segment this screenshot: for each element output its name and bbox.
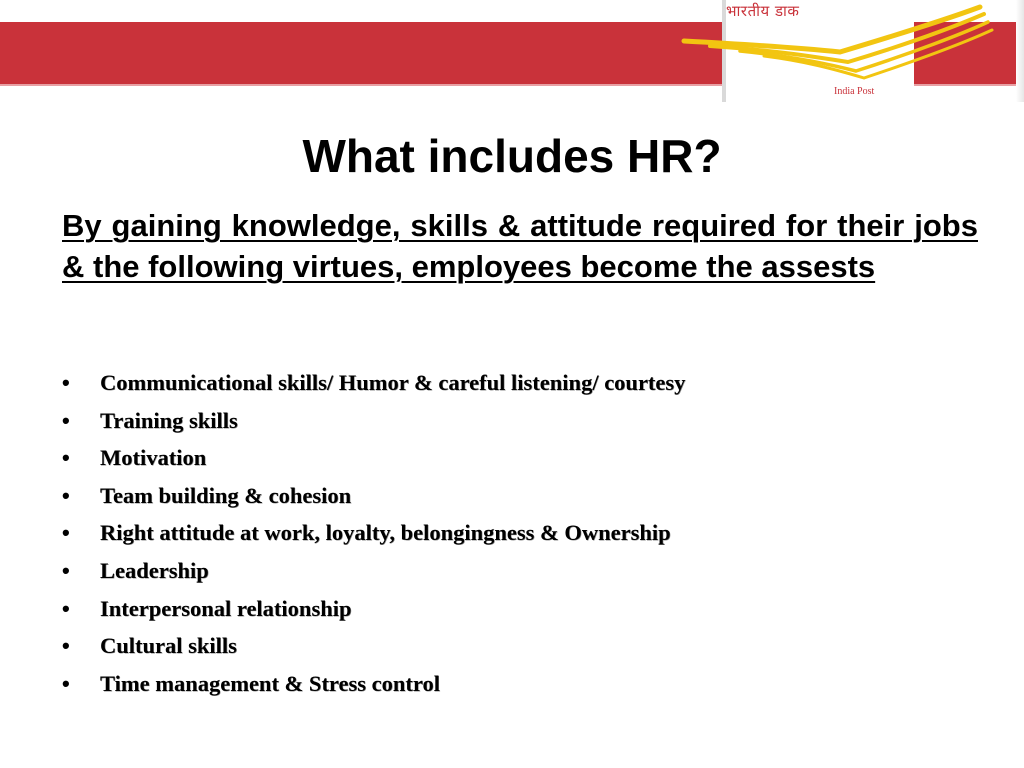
list-item-text: Interpersonal relationship bbox=[100, 595, 352, 621]
list-item-text: Leadership bbox=[100, 557, 209, 583]
list-item-text: Right attitude at work, loyalty, belongingness & Ownership bbox=[100, 520, 671, 546]
slide-subtitle: By gaining knowledge, skills & attitude required for their jobs & the following virtues, employees become the assests bbox=[62, 208, 978, 284]
list-item-text: Team building & cohesion bbox=[100, 482, 352, 508]
bullet-icon: • bbox=[62, 407, 70, 433]
list-item bbox=[62, 402, 962, 440]
bullet-icon: • bbox=[62, 445, 70, 471]
list-item bbox=[62, 439, 962, 477]
list-item-text: Time management & Stress control bbox=[100, 670, 440, 696]
list-item bbox=[62, 627, 962, 665]
list-item bbox=[62, 514, 962, 552]
bullet-icon: • bbox=[62, 557, 70, 583]
virtues-list bbox=[62, 364, 962, 702]
list-item bbox=[62, 665, 962, 703]
bullet-icon: • bbox=[62, 595, 70, 621]
list-item-text: Motivation bbox=[100, 445, 207, 471]
list-item bbox=[62, 477, 962, 515]
list-item bbox=[62, 552, 962, 590]
list-item bbox=[62, 590, 962, 628]
bullet-icon: • bbox=[62, 370, 70, 395]
list-item bbox=[62, 364, 962, 402]
list-item-text: Training skills bbox=[100, 407, 238, 433]
slide-title: What includes HR? bbox=[302, 130, 722, 182]
bullet-icon: • bbox=[62, 633, 70, 659]
list-item-text: Communicational skills/ Humor & careful listening/ courtesy bbox=[100, 370, 686, 395]
logo-hindi-text: भारतीय डाक bbox=[726, 2, 800, 20]
list-item-text: Cultural skills bbox=[100, 633, 237, 659]
bullet-icon: • bbox=[62, 670, 70, 696]
logo-caption: India Post bbox=[834, 86, 875, 97]
bullet-icon: • bbox=[62, 482, 70, 508]
bullet-icon: • bbox=[62, 520, 70, 546]
